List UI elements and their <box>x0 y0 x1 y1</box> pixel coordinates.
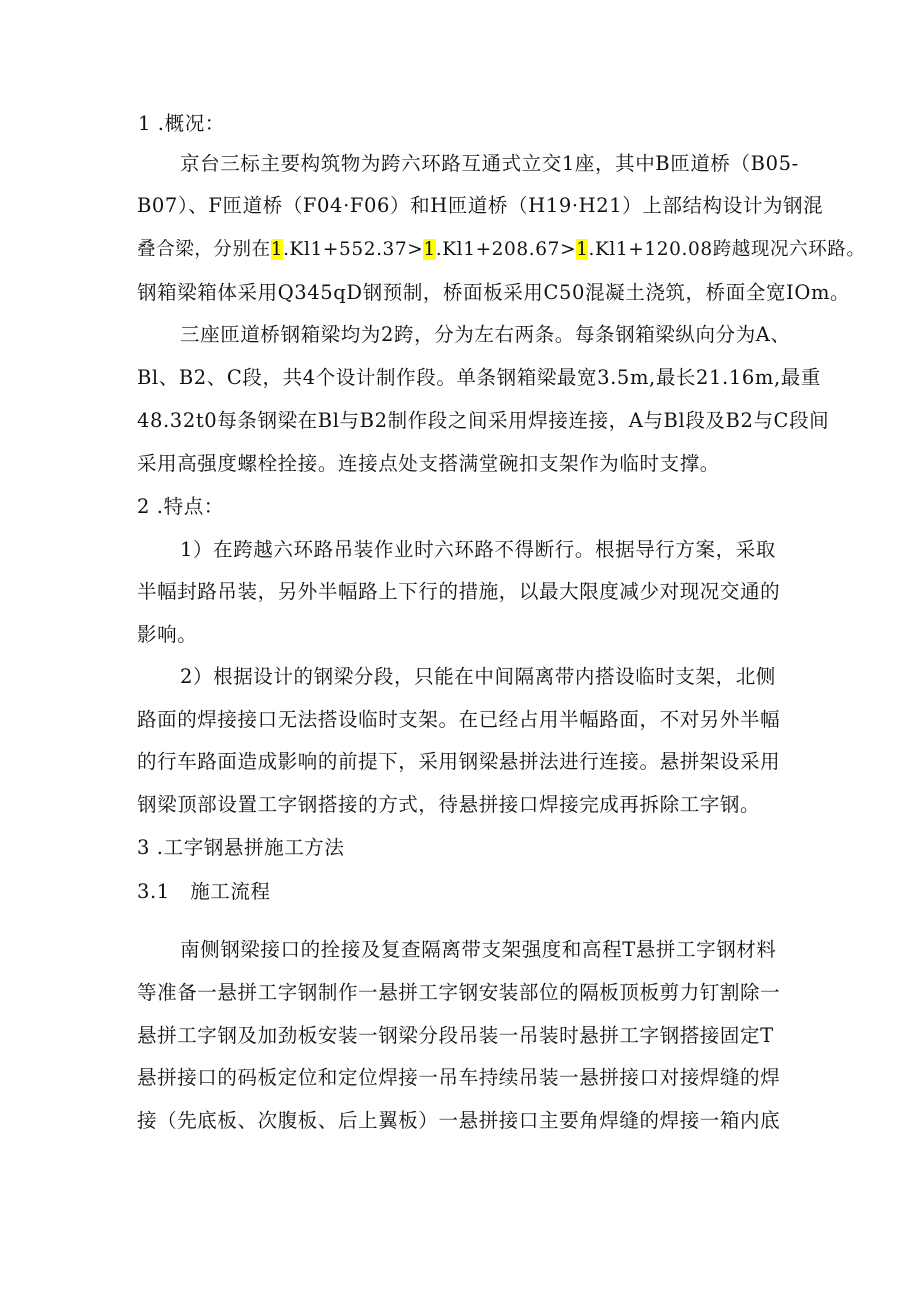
heading-method: 3 .工字钢悬拼施工方法 <box>137 836 345 859</box>
paragraph-line: 悬拼接口的码板定位和定位焊接一吊车持续吊装一悬拼接口对接焊缝的焊 <box>137 1066 781 1089</box>
paragraph-line: Bl、B2、C段，共4个设计制作段。单条钢箱梁最宽3.5m,最长21.16m,最重 <box>137 366 821 389</box>
paragraph-line: 2）根据设计的钢梁分段，只能在中间隔离带内搭设临时支架，北侧 <box>180 665 776 688</box>
text-segment: 叠合梁，分别在 <box>137 239 271 260</box>
text-segment: .Kl1+552.37> <box>283 239 424 260</box>
paragraph-line: 1）在跨越六环路吊装作业时六环路不得断行。根据导行方案，采取 <box>180 538 776 561</box>
heading-overview: 1 .概况： <box>138 112 225 135</box>
paragraph-line: 等准备一悬拼工字钢制作一悬拼工字钢安装部位的隔板顶板剪力钉割除一 <box>137 981 781 1004</box>
paragraph-line: 京台三标主要构筑物为跨六环路互通式立交1座，其中B匝道桥（B05- <box>180 152 799 175</box>
paragraph-line: 钢梁顶部设置工字钢搭接的方式，待悬拼接口焊接完成再拆除工字钢。 <box>137 793 761 816</box>
paragraph-line: 的行车路面造成影响的前提下，采用钢梁悬拼法进行连接。悬拼架设采用 <box>137 750 781 773</box>
highlighted-text: 1 <box>423 239 436 260</box>
paragraph-line: 三座匝道桥钢箱梁均为2跨，分为左右两条。每条钢箱梁纵向分为A、 <box>180 323 791 346</box>
text-segment: .Kl1+120.08跨越现况六环路。 <box>588 239 866 260</box>
paragraph-line: 钢箱梁箱体采用Q345qD钢预制，桥面板采用C50混凝土浇筑，桥面全宽IOm。 <box>137 281 851 304</box>
text-segment: .Kl1+208.67> <box>435 239 577 260</box>
paragraph-line-highlighted <box>137 236 866 264</box>
paragraph-line: B07）、F匝道桥（F04·F06）和H匝道桥（H19·H21）上部结构设计为钢混 <box>137 194 824 217</box>
highlighted-text: 1 <box>576 239 589 260</box>
paragraph-line: 接（先底板、次腹板、后上翼板）一悬拼接口主要角焊缝的焊接一箱内底 <box>137 1109 781 1132</box>
paragraph-line: 半幅封路吊装，另外半幅路上下行的措施，以最大限度减少对现况交通的 <box>137 580 781 603</box>
paragraph-line: 采用高强度螺栓拴接。连接点处支搭满堂碗扣支架作为临时支撑。 <box>137 452 720 475</box>
highlighted-text: 1 <box>270 239 284 260</box>
paragraph-line: 南侧钢梁接口的拴接及复查隔离带支架强度和高程T悬拼工字钢材料 <box>180 938 777 961</box>
heading-process: 3.1 施工流程 <box>137 880 271 903</box>
paragraph-line: 影响。 <box>137 623 198 646</box>
paragraph-line: 悬拼工字钢及加劲板安装一钢梁分段吊装一吊装时悬拼工字钢搭接固定T <box>137 1024 774 1047</box>
heading-features: 2 .特点： <box>137 495 224 518</box>
paragraph-line: 路面的焊接接口无法搭设临时支架。在已经占用半幅路面，不对另外半幅 <box>137 708 781 731</box>
paragraph-line: 48.32t0每条钢梁在Bl与B2制作段之间采用焊接连接，A与Bl段及B2与C段间 <box>137 409 830 432</box>
